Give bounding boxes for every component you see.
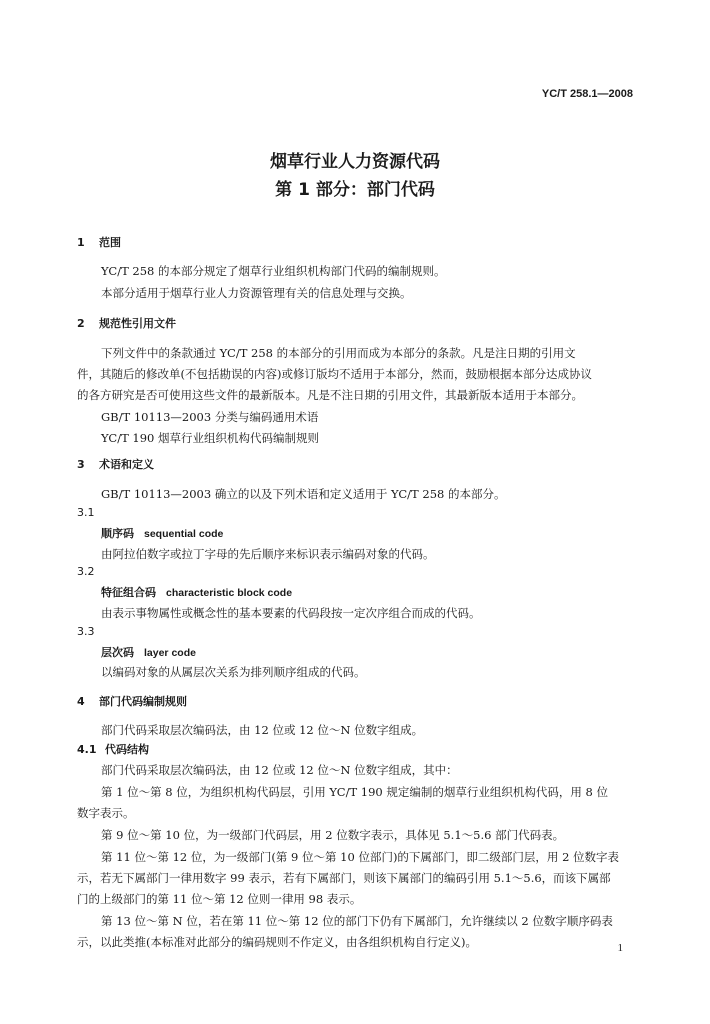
paragraph: 部门代码采取层次编码法，由 12 位或 12 位～N 位数字组成。 <box>101 723 424 737</box>
term-en: characteristic block code <box>166 587 293 599</box>
section-3-heading <box>77 456 637 474</box>
reference-item: GB/T 10113—2003 分类与编码通用术语 <box>101 410 319 424</box>
section-title: 术语和定义 <box>99 458 154 471</box>
title-block <box>0 148 710 204</box>
paragraph-line: 件，其随后的修改单(不包括勘误的内容)或修订版均不适用于本部分，然而，鼓励根据本部分达成协议 <box>77 367 592 381</box>
reference-item: YC/T 190 烟草行业组织机构代码编制规则 <box>101 431 319 445</box>
term-definition: 由表示事物属性或概念性的基本要素的代码段按一定次序组合而成的代码。 <box>101 606 481 620</box>
section-title: 范围 <box>99 236 121 249</box>
paragraph: 本部分适用于烟草行业人力资源管理有关的信息处理与交换。 <box>101 286 412 300</box>
term-en: sequential code <box>144 528 224 540</box>
term-name <box>101 583 637 602</box>
term-definition: 由阿拉伯数字或拉丁字母的先后顺序来标识表示编码对象的代码。 <box>101 547 435 561</box>
paragraph-line: 第 1 位～第 8 位，为组织机构代码层，引用 YC/T 190 规定编制的烟草行业组织机构代码，用 8 位 <box>101 785 609 799</box>
subsection-4-1-heading <box>77 741 637 759</box>
paragraph: 部门代码采取层次编码法，由 12 位或 12 位～N 位数字组成，其中： <box>101 763 458 777</box>
term-number: 3.3 <box>77 625 95 638</box>
paragraph: 第 9 位～第 10 位，为一级部门代码层，用 2 位数字表示，具体见 5.1～5.6 部门代码表。 <box>101 828 565 842</box>
section-title: 部门代码编制规则 <box>99 695 187 708</box>
subsection-title: 代码结构 <box>105 743 149 756</box>
term-cn: 层次码 <box>101 646 134 659</box>
term-cn: 特征组合码 <box>101 586 156 599</box>
term-name <box>101 524 637 543</box>
paragraph-line: 示，以此类推(本标准对此部分的编码规则不作定义，由各组织机构自行定义)。 <box>77 935 477 949</box>
paragraph-line: 数字表示。 <box>77 806 135 820</box>
term-en: layer code <box>144 647 196 659</box>
section-number: 2 <box>77 317 85 330</box>
standard-code: YC/T 258.1—2008 <box>541 88 633 100</box>
section-number: 4 <box>77 695 85 708</box>
part-title: 第 1 部分：部门代码 <box>275 180 435 200</box>
paragraph: YC/T 258 的本部分规定了烟草行业组织机构部门代码的编制规则。 <box>101 264 446 278</box>
paragraph-line: 的各方研究是否可使用这些文件的最新版本。凡是不注日期的引用文件，其最新版本适用于本部分。 <box>77 388 583 402</box>
section-number: 1 <box>77 236 85 249</box>
paragraph-line: 第 13 位～第 N 位，若在第 11 位～第 12 位的部门下仍有下属部门，允许继续以 2 位数字顺序码表 <box>101 914 613 928</box>
term-definition: 以编码对象的从属层次关系为排列顺序组成的代码。 <box>101 665 366 679</box>
page-number: 1 <box>617 942 623 954</box>
term-cn: 顺序码 <box>101 527 134 540</box>
section-2-heading <box>77 315 637 333</box>
term-number: 3.2 <box>77 565 95 578</box>
paragraph: GB/T 10113—2003 确立的以及下列术语和定义适用于 YC/T 258 的本部分。 <box>101 487 506 501</box>
section-number: 3 <box>77 458 85 471</box>
document-title: 烟草行业人力资源代码 <box>270 152 440 172</box>
term-number: 3.1 <box>77 506 95 519</box>
section-1-heading <box>77 234 637 252</box>
section-title: 规范性引用文件 <box>99 317 176 330</box>
paragraph-line: 示，若无下属部门一律用数字 99 表示，若有下属部门，则该下属部门的编码引用 5.1～5.6，而该下属部 <box>77 871 611 885</box>
term-name <box>101 643 637 662</box>
paragraph-line: 下列文件中的条款通过 YC/T 258 的本部分的引用而成为本部分的条款。凡是注日期的引用文 <box>101 346 576 360</box>
subsection-number: 4.1 <box>77 743 97 756</box>
paragraph-line: 第 11 位～第 12 位，为一级部门(第 9 位～第 10 位部门)的下属部门，即二级部门层，用 2 位数字表 <box>101 850 620 864</box>
paragraph-line: 门的上级部门的第 11 位～第 12 位则一律用 98 表示。 <box>77 892 362 906</box>
section-4-heading <box>77 693 637 711</box>
